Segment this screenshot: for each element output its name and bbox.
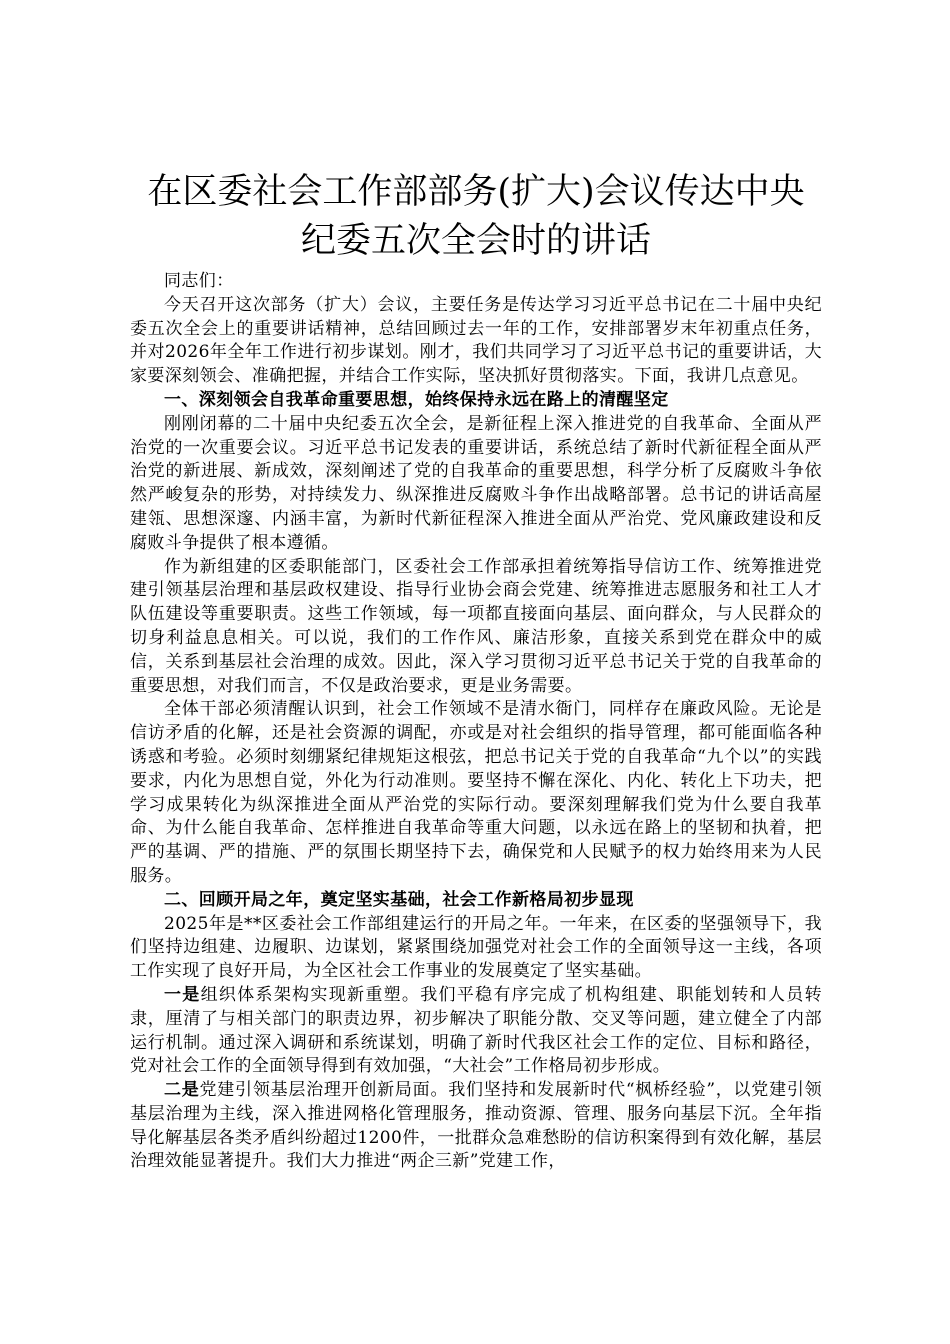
section-2-paragraph-3 (130, 1079, 822, 1174)
section-2-paragraph-2 (130, 984, 822, 1079)
opening-paragraph: 今天召开这次部务（扩大）会议，主要任务是传达学习习近平总书记在二十届中央纪委五次全会上的重要讲话精神，总结回顾过去一年的工作，安排部署岁末年初重点任务，并对2026年全年工作进行初步谋划。刚才，我们共同学习了习近平总书记的重要讲话，大家要深刻领会、准确把握，并结合工作实际，坚决抓好贯彻落实。下面，我讲几点意见。 (130, 294, 822, 387)
section-1-paragraph-3: 全体干部必须清醒认识到，社会工作领域不是清水衙门，同样存在廉政风险。无论是信访矛盾的化解，还是社会资源的调配，亦或是对社会组织的指导管理，都可能面临各种诱惑和考验。必须时刻绷紧纪律规矩这根弦，把总书记关于党的自我革命“九个以”的实践要求，内化为思想自觉，外化为行动准则。要坚持不懈在深化、内化、转化上下功夫，把学习成果转化为纵深推进全面从严治党的实际行动。要深刻理解我们党为什么要自我革命、为什么能自我革命、怎样推进自我革命等重大问题，以永远在路上的坚韧和执着，把严的基调、严的措施、严的氛围长期坚持下去，确保党和人民赋予的权力始终用来为人民服务。 (130, 699, 822, 886)
section-2-heading: 二、回顾开局之年，奠定坚实基础，社会工作新格局初步显现 (164, 889, 634, 910)
paragraph-lead-marker: 二是 (164, 1080, 200, 1101)
salutation: 同志们： (164, 271, 234, 291)
paragraph-text: 党建引领基层治理开创新局面。我们坚持和发展新时代“枫桥经验”，以党建引领基层治理为主线，深入推进网格化管理服务，推动资源、管理、服务向基层下沉。全年指导化解基层各类矛盾纠纷超过1200件，一批群众急难愁盼的信访积案得到有效化解，基层治理效能显著提升。我们大力推进“两企三新”党建工作， (130, 1080, 822, 1172)
paragraph-text: 组织体系架构实现新重塑。我们平稳有序完成了机构组建、职能划转和人员转隶，厘清了与相关部门的职责边界，初步解决了职能分散、交叉等问题，建立健全了内部运行机制。通过深入调研和系统谋划，明确了新时代我区社会工作的定位、目标和路径，党对社会工作的全面领导得到有效加强，“大社会”工作格局初步形成。 (130, 984, 822, 1077)
section-1-heading: 一、深刻领会自我革命重要思想，始终保持永远在路上的清醒坚定 (164, 389, 669, 410)
section-1-paragraph-2: 作为新组建的区委职能部门，区委社会工作部承担着统筹指导信访工作、统筹推进党建引领基层治理和基层政权建设、指导行业协会商会党建、统筹推进志愿服务和社工人才队伍建设等重要职责。这些工作领域，每一项都直接面向基层、面向群众，与人民群众的切身利益息息相关。可以说，我们的工作作风、廉洁形象，直接关系到党在群众中的威信，关系到基层社会治理的成效。因此，深入学习贯彻习近平总书记关于党的自我革命的重要思想，对我们而言，不仅是政治要求，更是业务需要。 (130, 556, 822, 696)
paragraph-lead-marker: 一是 (164, 984, 201, 1005)
document-page (130, 168, 822, 1174)
document-body (130, 270, 822, 1174)
section-1-paragraph-1: 刚刚闭幕的二十届中央纪委五次全会，是新征程上深入推进党的自我革命、全面从严治党的一次重要会议。习近平总书记发表的重要讲话，系统总结了新时代新征程全面从严治党的新进展、新成效，深刻阐述了党的自我革命的重要思想，科学分析了反腐败斗争依然严峻复杂的形势，对持续发力、纵深推进反腐败斗争作出战略部署。总书记的讲话高屋建瓴、思想深邃、内涵丰富，为新时代新征程深入推进全面从严治党、党风廉政建设和反腐败斗争提供了根本遵循。 (130, 413, 822, 553)
document-title: 在区委社会工作部部务(扩大)会议传达中央纪委五次全会时的讲话 (147, 172, 805, 261)
section-2-paragraph-1: 2025年是**区委社会工作部组建运行的开局之年。一年来，在区委的坚强领导下，我们坚持边组建、边履职、边谋划，紧紧围绕加强党对社会工作的全面领导这一主线，各项工作实现了良好开局，为全区社会工作事业的发展奠定了坚实基础。 (130, 913, 822, 982)
